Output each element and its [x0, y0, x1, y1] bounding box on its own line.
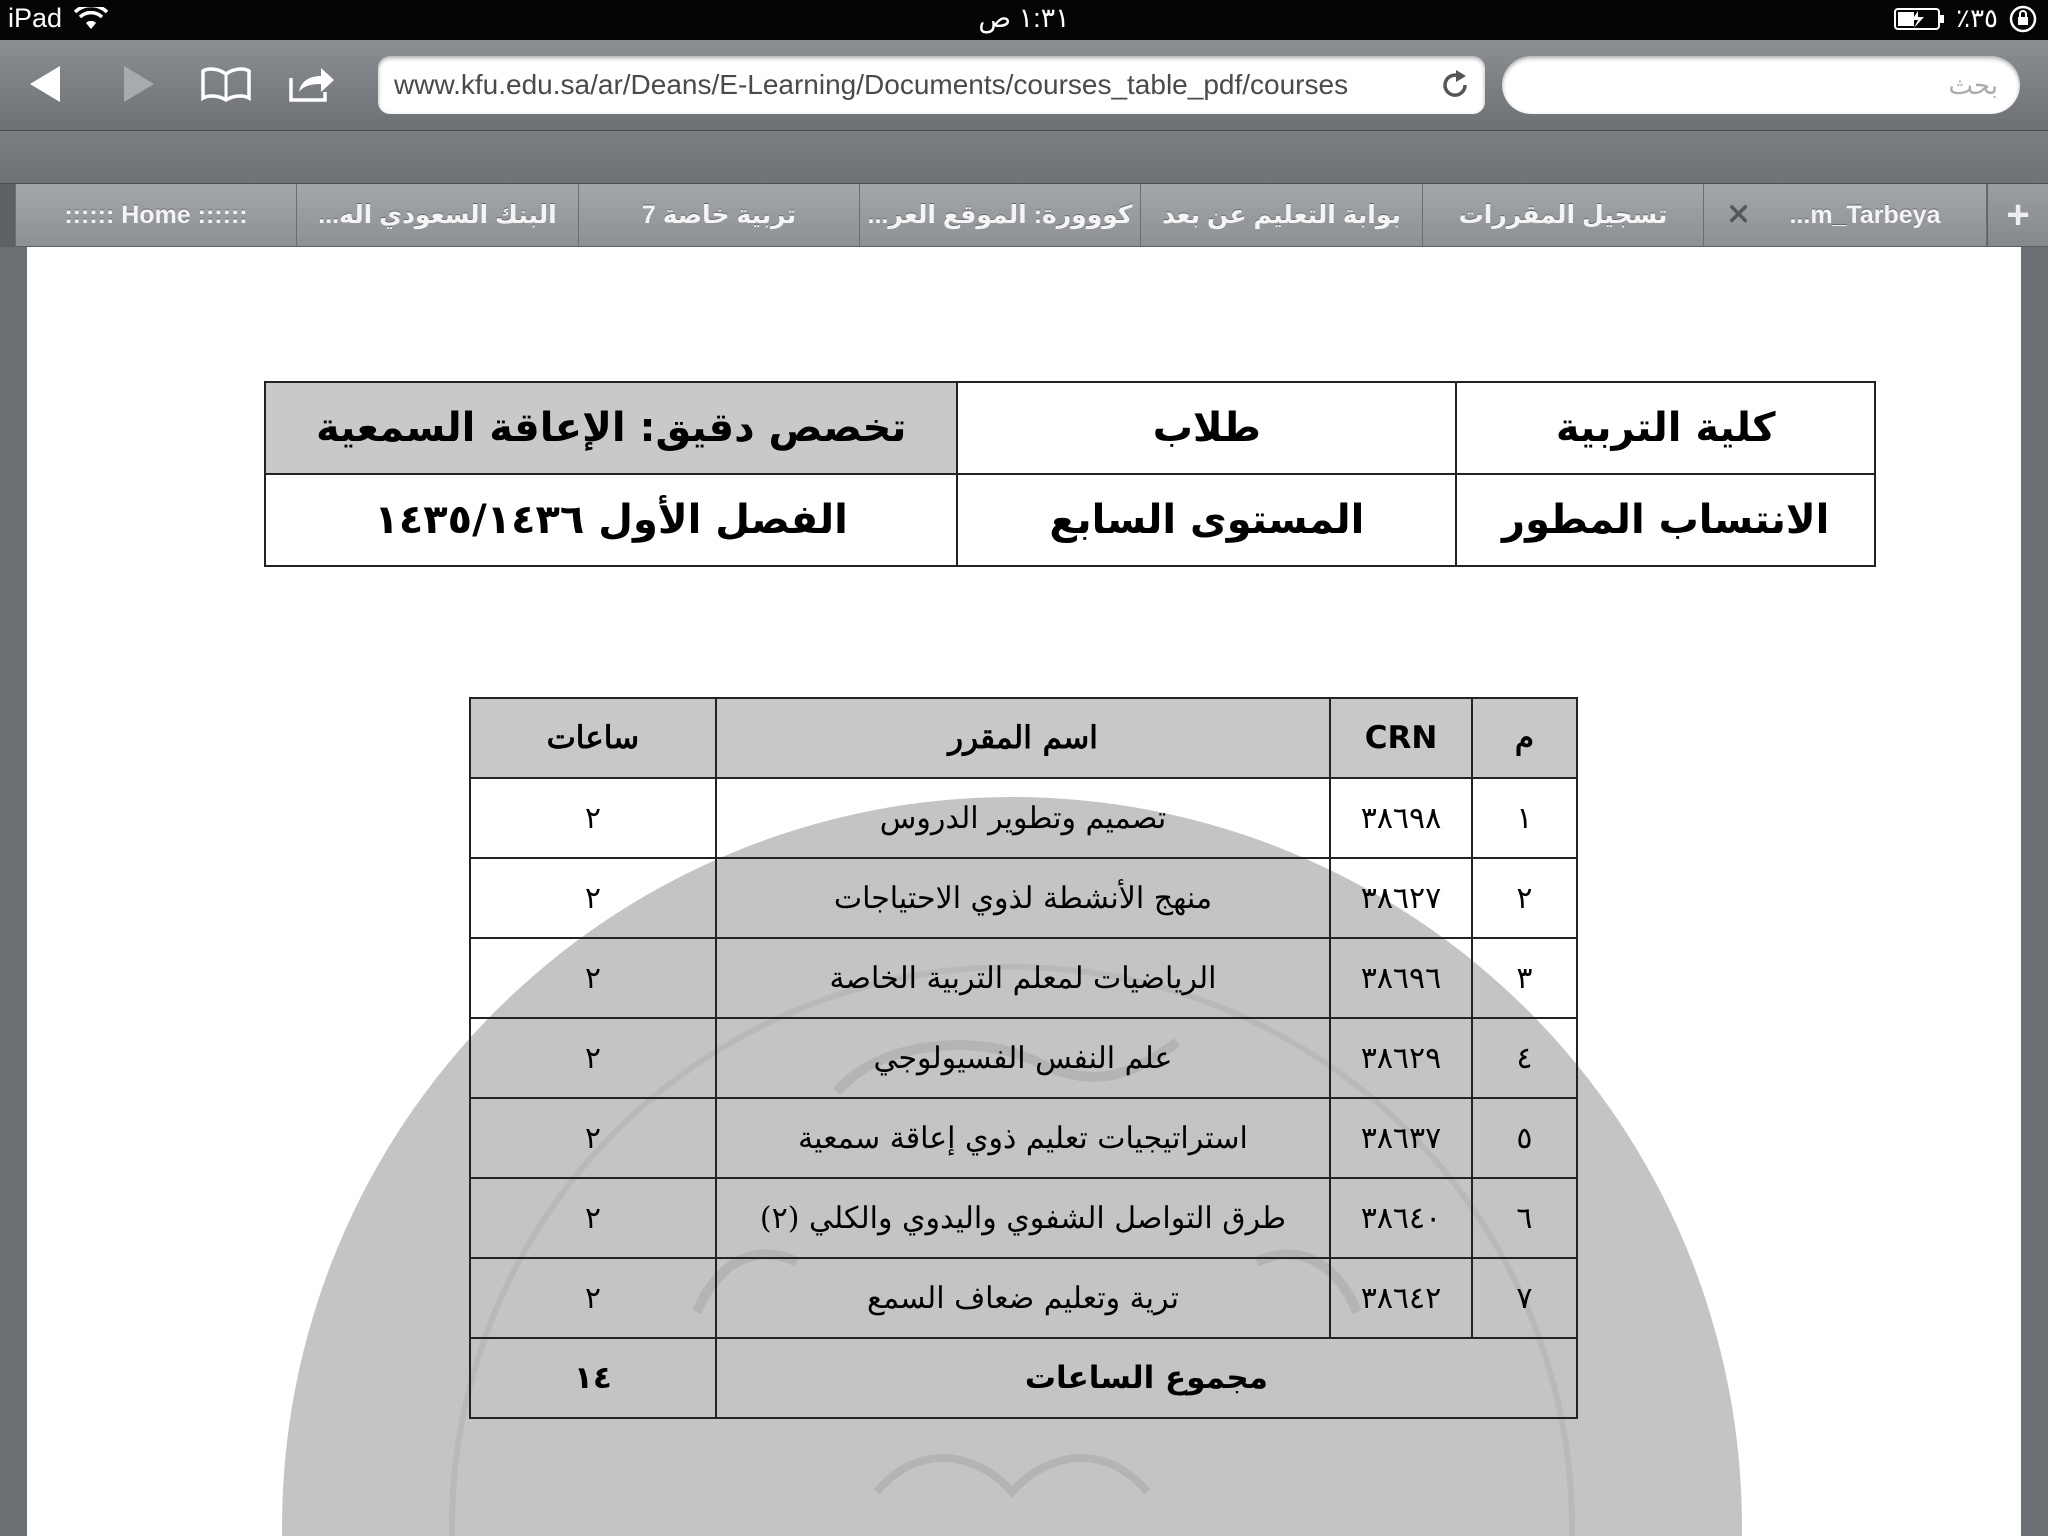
url-text[interactable]: www.kfu.edu.sa/ar/Deans/E-Learning/Documents/courses_table_pdf/courses [394, 69, 1349, 100]
search-input[interactable] [1522, 68, 2000, 104]
tab-kooora[interactable] [859, 184, 1141, 246]
table-row [470, 1178, 1577, 1258]
row-index: ٧ [1472, 1258, 1577, 1338]
row-index: ٥ [1472, 1098, 1577, 1178]
status-time: ١:٣١ ص [978, 3, 1070, 33]
status-right [1894, 3, 2038, 34]
row-hours: ٢ [470, 858, 716, 938]
semester-cell: الفصل الأول ١٤٣٥/١٤٣٦ [265, 474, 957, 566]
row-index: ٦ [1472, 1178, 1577, 1258]
row-hours: ٢ [470, 1018, 716, 1098]
row-course-name: تصميم وتطوير الدروس [716, 778, 1330, 858]
row-course-name: ترية وتعليم ضعاف السمع [716, 1258, 1330, 1338]
tab-label: :::::: Home :::::: [64, 200, 248, 229]
row-crn: ٣٨٦٩٨ [1330, 778, 1472, 858]
reload-icon[interactable] [1439, 69, 1471, 101]
new-tab-button[interactable]: + [1988, 184, 2048, 246]
tab-active[interactable] [1703, 184, 1987, 246]
courses-table-header-row [470, 698, 1577, 778]
program-cell: الانتساب المطور [1456, 474, 1875, 566]
tab-label: البنك السعودي اله... [318, 201, 557, 229]
row-index: ٢ [1472, 858, 1577, 938]
rotation-lock-icon [2008, 4, 2038, 34]
table-row [470, 778, 1577, 858]
row-hours: ٢ [470, 1098, 716, 1178]
row-index: ١ [1472, 778, 1577, 858]
specialization-cell: تخصص دقيق: الإعاقة السمعية [265, 382, 957, 474]
courses-table [469, 697, 1578, 1419]
total-hours-label: مجموع الساعات [716, 1338, 1577, 1418]
students-cell: طلاب [957, 382, 1456, 474]
bookmarks-bar [0, 131, 2048, 183]
tab-bar [0, 183, 2048, 247]
row-course-name: منهج الأنشطة لذوي الاحتياجات [716, 858, 1330, 938]
row-course-name: طرق التواصل الشفوي واليدوي والكلي (٢) [716, 1178, 1330, 1258]
total-row [470, 1338, 1577, 1418]
row-course-name: علم النفس الفسيولوجي [716, 1018, 1330, 1098]
document-header-table [264, 381, 1876, 567]
tab-distance-learning[interactable] [1140, 184, 1423, 246]
total-hours-value: ١٤ [470, 1338, 716, 1418]
status-bar [0, 0, 2048, 40]
tab-label: تربية خاصة 7 [641, 201, 797, 229]
row-crn: ٣٨٦٤٢ [1330, 1258, 1472, 1338]
book-icon [200, 66, 252, 102]
col-name-header: اسم المقرر [716, 698, 1330, 778]
table-row [470, 1258, 1577, 1338]
tab-home[interactable] [15, 184, 297, 246]
table-row [470, 858, 1577, 938]
col-crn-header: CRN [1330, 698, 1472, 778]
browser-toolbar [0, 40, 2048, 131]
row-course-name: استراتيجيات تعليم ذوي إعاقة سمعية [716, 1098, 1330, 1178]
col-hours-header: ساعات [470, 698, 716, 778]
tab-special-education[interactable] [578, 184, 860, 246]
forward-button[interactable] [112, 60, 164, 108]
content-area [0, 247, 2048, 1536]
row-crn: ٣٨٦٤٠ [1330, 1178, 1472, 1258]
col-index-header: م [1472, 698, 1577, 778]
back-arrow-icon [28, 64, 64, 104]
close-tab-icon[interactable]: ✕ [1726, 199, 1752, 232]
college-cell: كلية التربية [1456, 382, 1875, 474]
row-crn: ٣٨٦٢٧ [1330, 858, 1472, 938]
pdf-page [27, 247, 2021, 1536]
row-crn: ٣٨٦٩٦ [1330, 938, 1472, 1018]
battery-icon [1894, 7, 1946, 31]
search-bar[interactable] [1502, 56, 2020, 114]
forward-arrow-icon [120, 64, 156, 104]
row-crn: ٣٨٦٢٩ [1330, 1018, 1472, 1098]
tab-label: تسجيل المقررات [1458, 201, 1668, 229]
tab-saudi-bank[interactable] [296, 184, 579, 246]
row-index: ٣ [1472, 938, 1577, 1018]
bookmarks-button[interactable] [200, 60, 252, 108]
share-button[interactable] [286, 60, 338, 108]
share-icon [287, 64, 337, 104]
row-hours: ٢ [470, 938, 716, 1018]
url-bar[interactable] [378, 56, 1485, 114]
tab-label: بوابة التعليم عن بعد [1162, 201, 1401, 229]
back-button[interactable] [20, 60, 72, 108]
tab-label: كووورة: الموقع العر... [867, 201, 1133, 229]
row-course-name: الرياضيات لمعلم التربية الخاصة [716, 938, 1330, 1018]
level-cell: المستوى السابع [957, 474, 1456, 566]
row-hours: ٢ [470, 1258, 716, 1338]
device-name: iPad [8, 3, 63, 33]
row-hours: ٢ [470, 778, 716, 858]
table-row [470, 1018, 1577, 1098]
table-row [470, 1098, 1577, 1178]
row-hours: ٢ [470, 1178, 716, 1258]
table-row [470, 938, 1577, 1018]
battery-percent: ٪٣٥ [1956, 3, 1998, 33]
row-index: ٤ [1472, 1018, 1577, 1098]
tab-course-registration[interactable] [1422, 184, 1704, 246]
row-crn: ٣٨٦٣٧ [1330, 1098, 1472, 1178]
tab-label: m_Tarbeya... [1789, 200, 1941, 229]
